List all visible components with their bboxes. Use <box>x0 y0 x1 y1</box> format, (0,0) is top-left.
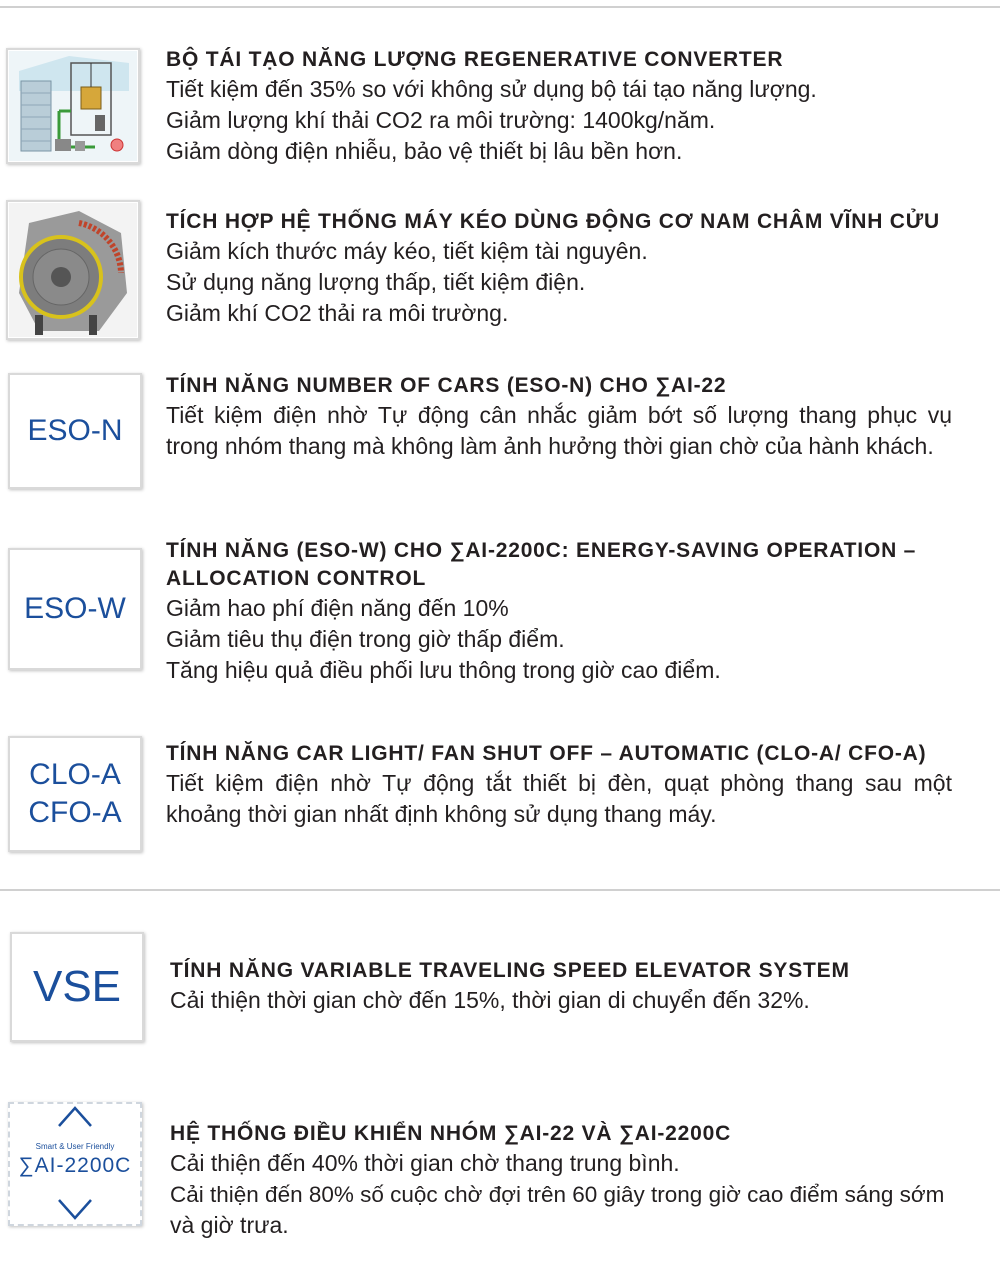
traction-motor-image <box>6 200 140 340</box>
feature-title: BỘ TÁI TẠO NĂNG LƯỢNG REGENERATIVE CONVERTER <box>166 48 784 71</box>
feature-title: TÍCH HỢP HỆ THỐNG MÁY KÉO DÙNG ĐỘNG CƠ NAM CHÂM VĨNH CỬU <box>166 210 940 233</box>
badge-label: CFO-A <box>28 796 122 829</box>
chevron-down-icon <box>59 1200 91 1218</box>
feature-eso-w <box>166 537 966 686</box>
badge-label: ESO-N <box>27 414 123 447</box>
feature-line: và giờ trưa. <box>170 1212 289 1238</box>
feature-line: Giảm lượng khí thải CO2 ra môi trường: 1400kg/năm. <box>166 107 716 133</box>
badge-label: CLO-A <box>29 758 121 791</box>
feature-line: Cải thiện thời gian chờ đến 15%, thời gian di chuyển đến 32%. <box>170 987 810 1013</box>
feature-permanent-magnet-motor <box>166 208 986 329</box>
eso-n-badge <box>8 373 142 489</box>
feature-title: TÍNH NĂNG CAR LIGHT/ FAN SHUT OFF – AUTOMATIC (CLO-A/ CFO-A) <box>166 742 927 765</box>
vse-badge <box>10 932 144 1042</box>
feature-line: Cải thiện đến 80% số cuộc chờ đợi trên 60 giây trong giờ cao điểm sáng sớm <box>170 1182 945 1207</box>
feature-title: HỆ THỐNG ĐIỀU KHIỂN NHÓM ∑AI-22 VÀ ∑AI-2200C <box>170 1122 732 1145</box>
eso-w-badge <box>8 548 142 670</box>
feature-title: TÍNH NĂNG NUMBER OF CARS (ESO-N) CHO ∑AI-22 <box>166 374 727 397</box>
feature-vse <box>170 957 970 1016</box>
badge-label: ESO-W <box>24 592 126 625</box>
feature-line: Tiết kiệm điện nhờ Tự động tắt thiết bị đèn, quạt phòng thang sau một khoảng thời gian nhất định không sử dụng thang máy. <box>166 770 952 827</box>
feature-line: Giảm tiêu thụ điện trong giờ thấp điểm. <box>166 626 565 652</box>
feature-title: TÍNH NĂNG (ESO-W) CHO ∑AI-2200C: ENERGY-SAVING OPERATION – ALLOCATION CONTROL <box>166 539 917 590</box>
top-divider <box>0 6 1000 8</box>
feature-line: Cải thiện đến 40% thời gian chờ thang trung bình. <box>170 1150 680 1176</box>
badge-label: VSE <box>32 962 122 1011</box>
feature-line: Tiết kiệm đến 35% so với không sử dụng bộ tái tạo năng lượng. <box>166 76 817 102</box>
feature-line: Giảm kích thước máy kéo, tiết kiệm tài nguyên. <box>166 238 648 264</box>
feature-line: Giảm khí CO2 thải ra môi trường. <box>166 300 509 326</box>
feature-regenerative-converter <box>166 46 986 167</box>
feature-line: Giảm hao phí điện năng đến 10% <box>166 595 509 621</box>
feature-line: Giảm dòng điện nhiễu, bảo vệ thiết bị lâu bền hơn. <box>166 138 683 164</box>
feature-line: Tiết kiệm điện nhờ Tự động cân nhắc giảm bớt số lượng thang phục vụ trong nhóm thang mà không làm ảnh hưởng thời gian chờ của hành khách. <box>166 402 952 459</box>
feature-line: Tăng hiệu quả điều phối lưu thông trong giờ cao điểm. <box>166 657 721 683</box>
feature-clo-a-cfo-a <box>166 740 952 830</box>
motor-icon <box>9 203 137 337</box>
feature-line: Sử dụng năng lượng thấp, tiết kiệm điện. <box>166 269 586 295</box>
clo-a-cfo-a-badge <box>8 736 142 852</box>
sigma-ai-2200c-badge <box>8 1102 142 1226</box>
feature-eso-n <box>166 372 952 462</box>
building-icon <box>9 51 137 161</box>
badge-tagline: Smart & User Friendly <box>35 1142 115 1151</box>
chevron-up-icon <box>59 1108 91 1126</box>
feature-title: TÍNH NĂNG VARIABLE TRAVELING SPEED ELEVATOR SYSTEM <box>170 959 850 982</box>
section-divider <box>0 889 1000 891</box>
building-energy-diagram-image <box>6 48 140 164</box>
feature-sigma-ai-group-control <box>170 1120 1000 1241</box>
badge-label: ∑AI-2200C <box>18 1154 132 1177</box>
